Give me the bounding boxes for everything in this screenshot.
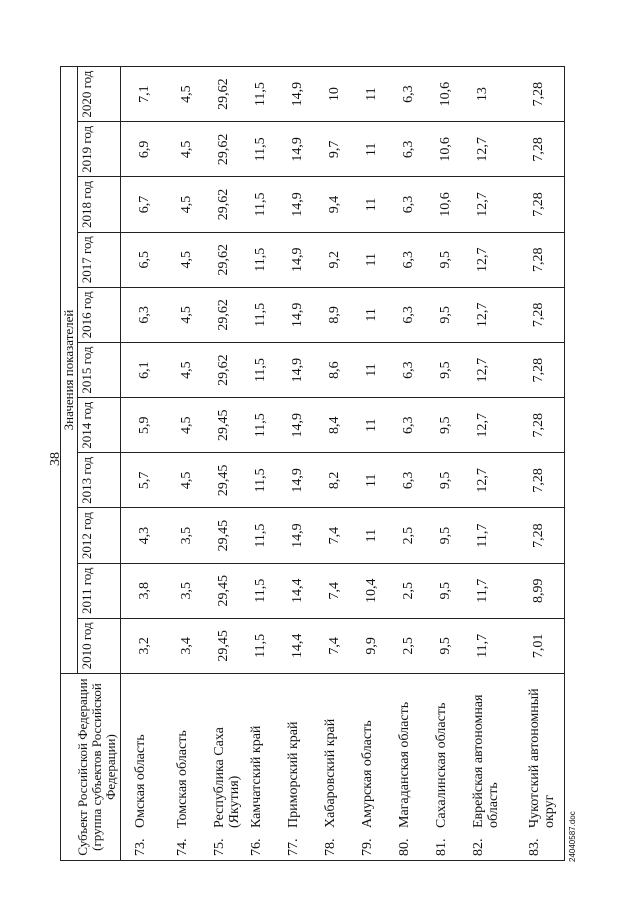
value-cell: 6,3 [121,287,169,342]
year-column-header: 2015 год [78,342,121,397]
value-cell: 3,5 [169,563,206,618]
indicator-values-header: Значения показателей [61,67,78,674]
value-cell: 9,4 [317,177,354,232]
value-cell: 29,45 [206,508,243,563]
value-cell: 29,62 [206,122,243,177]
row-number: 77. [285,838,301,856]
value-cell: 5,9 [121,398,169,453]
subject-name: Омская область [133,734,148,828]
value-cell: 4,5 [169,342,206,397]
value-cell: 29,45 [206,563,243,618]
subject-name: Хабаровский край [322,718,338,828]
value-cell: 11 [354,453,391,508]
value-cell: 6,7 [121,177,169,232]
subject-name: Республика Саха (Якутия) [211,727,242,828]
value-cell: 14,9 [280,508,317,563]
value-cell: 10,6 [428,177,465,232]
value-cell: 6,9 [121,122,169,177]
value-cell: 11 [354,508,391,563]
value-cell: 6,3 [391,398,428,453]
table-row [428,67,465,861]
value-cell: 14,4 [280,563,317,618]
year-column-header: 2011 год [78,563,121,618]
value-cell: 11 [354,287,391,342]
table-row [317,67,354,861]
value-cell: 14,9 [280,453,317,508]
table-row [521,67,565,861]
value-cell: 11,7 [465,618,521,673]
table-row [243,67,280,861]
year-column-header: 2017 год [78,232,121,287]
value-cell: 7,4 [317,563,354,618]
subject-name: Приморский край [285,721,301,828]
value-cell: 12,7 [465,232,521,287]
subject-cell [317,674,354,861]
value-cell: 7,4 [317,508,354,563]
value-cell: 10,6 [428,67,465,122]
value-cell: 7,28 [521,122,565,177]
subject-cell [206,674,243,861]
value-cell: 9,5 [428,398,465,453]
value-cell: 6,3 [391,453,428,508]
value-cell: 8,6 [317,342,354,397]
subject-name: Еврейская автономная область [470,694,501,828]
row-number: 73. [133,838,148,856]
value-cell: 9,5 [428,287,465,342]
subject-name: Камчатский край [248,725,264,828]
rotated-table-block [60,66,557,861]
year-column-header: 2010 год [78,618,121,673]
value-cell: 4,5 [169,177,206,232]
page-number: 38 [48,452,63,466]
value-cell: 29,45 [206,618,243,673]
value-cell: 11,5 [243,67,280,122]
subject-name: Чукотский автономный округ [526,688,557,828]
table-row [121,67,169,861]
value-cell: 6,3 [391,342,428,397]
value-cell: 8,2 [317,453,354,508]
file-name-label: 24040587.doc [568,811,577,862]
value-cell: 9,5 [428,342,465,397]
subject-cell [243,674,280,861]
subject-cell [391,674,428,861]
value-cell: 12,7 [465,177,521,232]
value-cell: 3,8 [121,563,169,618]
value-cell: 9,5 [428,618,465,673]
subject-name: Сахалинская область [433,702,449,828]
value-cell: 9,5 [428,453,465,508]
value-cell: 4,5 [169,398,206,453]
value-cell: 8,9 [317,287,354,342]
value-cell: 8,99 [521,563,565,618]
subject-cell [428,674,465,861]
value-cell: 8,4 [317,398,354,453]
value-cell: 29,62 [206,67,243,122]
value-cell: 11,5 [243,398,280,453]
subject-cell [465,674,521,861]
year-column-header: 2013 год [78,453,121,508]
value-cell: 7,28 [521,398,565,453]
value-cell: 7,28 [521,287,565,342]
value-cell: 10 [317,67,354,122]
value-cell: 9,5 [428,232,465,287]
value-cell: 12,7 [465,122,521,177]
year-column-header: 2019 год [78,122,121,177]
value-cell: 11 [354,232,391,287]
value-cell: 29,62 [206,342,243,397]
value-cell: 11 [354,342,391,397]
value-cell: 14,9 [280,177,317,232]
table-row [391,67,428,861]
value-cell: 14,9 [280,398,317,453]
subject-cell [521,674,565,861]
value-cell: 11,7 [465,563,521,618]
value-cell: 29,62 [206,287,243,342]
value-cell: 2,5 [391,508,428,563]
value-cell: 2,5 [391,618,428,673]
value-cell: 29,62 [206,232,243,287]
value-cell: 11,5 [243,618,280,673]
value-cell: 7,28 [521,508,565,563]
value-cell: 29,45 [206,453,243,508]
value-cell: 11,5 [243,563,280,618]
value-cell: 3,4 [169,618,206,673]
value-cell: 11,5 [243,342,280,397]
value-cell: 9,7 [317,122,354,177]
table-row [169,67,206,861]
row-number: 79. [359,838,375,856]
value-cell: 10,6 [428,122,465,177]
subject-cell [121,674,169,861]
year-column-header: 2014 год [78,398,121,453]
year-column-header: 2016 год [78,287,121,342]
row-number: 83. [526,838,542,856]
value-cell: 11 [354,67,391,122]
subject-name: Томская область [174,730,190,828]
value-cell: 11,5 [243,177,280,232]
subject-cell [354,674,391,861]
value-cell: 4,5 [169,232,206,287]
value-cell: 4,5 [169,67,206,122]
value-cell: 6,3 [391,122,428,177]
row-number: 81. [433,838,449,856]
value-cell: 14,9 [280,122,317,177]
row-number: 78. [322,838,338,856]
subject-cell [280,674,317,861]
value-cell: 12,7 [465,398,521,453]
value-cell: 4,3 [121,508,169,563]
value-cell: 14,4 [280,618,317,673]
value-cell: 11,5 [243,453,280,508]
value-cell: 13 [465,67,521,122]
table-row [206,67,243,861]
value-cell: 3,5 [169,508,206,563]
value-cell: 2,5 [391,563,428,618]
value-cell: 7,28 [521,67,565,122]
table-row [280,67,317,861]
value-cell: 6,3 [391,232,428,287]
value-cell: 14,9 [280,287,317,342]
value-cell: 7,1 [121,67,169,122]
value-cell: 7,28 [521,453,565,508]
table-row [354,67,391,861]
value-cell: 10,4 [354,563,391,618]
value-cell: 11 [354,398,391,453]
row-number: 82. [470,838,486,856]
year-column-header: 2012 год [78,508,121,563]
row-number: 76. [248,838,264,856]
value-cell: 7,4 [317,618,354,673]
value-cell: 9,2 [317,232,354,287]
value-cell: 12,7 [465,287,521,342]
row-number: 80. [396,838,412,856]
value-cell: 9,9 [354,618,391,673]
value-cell: 4,5 [169,287,206,342]
value-cell: 11,5 [243,122,280,177]
value-cell: 6,3 [391,287,428,342]
value-cell: 14,9 [280,232,317,287]
value-cell: 11,5 [243,508,280,563]
value-cell: 4,5 [169,453,206,508]
value-cell: 6,5 [121,232,169,287]
value-cell: 7,28 [521,342,565,397]
value-cell: 9,5 [428,508,465,563]
value-cell: 11 [354,177,391,232]
value-cell: 5,7 [121,453,169,508]
value-cell: 29,62 [206,177,243,232]
value-cell: 4,5 [169,122,206,177]
subject-name: Магаданская область [396,701,412,828]
subject-cell [169,674,206,861]
value-cell: 12,7 [465,342,521,397]
value-cell: 6,1 [121,342,169,397]
indicator-table [60,66,565,861]
row-number: 75. [211,838,227,856]
value-cell: 12,7 [465,453,521,508]
row-number: 74. [174,838,190,856]
value-cell: 6,3 [391,67,428,122]
value-cell: 7,01 [521,618,565,673]
value-cell: 29,45 [206,398,243,453]
year-column-header: 2020 год [78,67,121,122]
value-cell: 11,5 [243,287,280,342]
subject-name: Амурская область [359,720,375,828]
table-row [465,67,521,861]
value-cell: 11 [354,122,391,177]
value-cell: 3,2 [121,618,169,673]
value-cell: 9,5 [428,563,465,618]
value-cell: 11,7 [465,508,521,563]
subject-column-header: Субъект Российской Федерации (группа субъектов Российской Федерации) [61,674,121,861]
value-cell: 6,3 [391,177,428,232]
value-cell: 14,9 [280,342,317,397]
year-column-header: 2018 год [78,177,121,232]
value-cell: 14,9 [280,67,317,122]
value-cell: 11,5 [243,232,280,287]
value-cell: 7,28 [521,232,565,287]
value-cell: 7,28 [521,177,565,232]
